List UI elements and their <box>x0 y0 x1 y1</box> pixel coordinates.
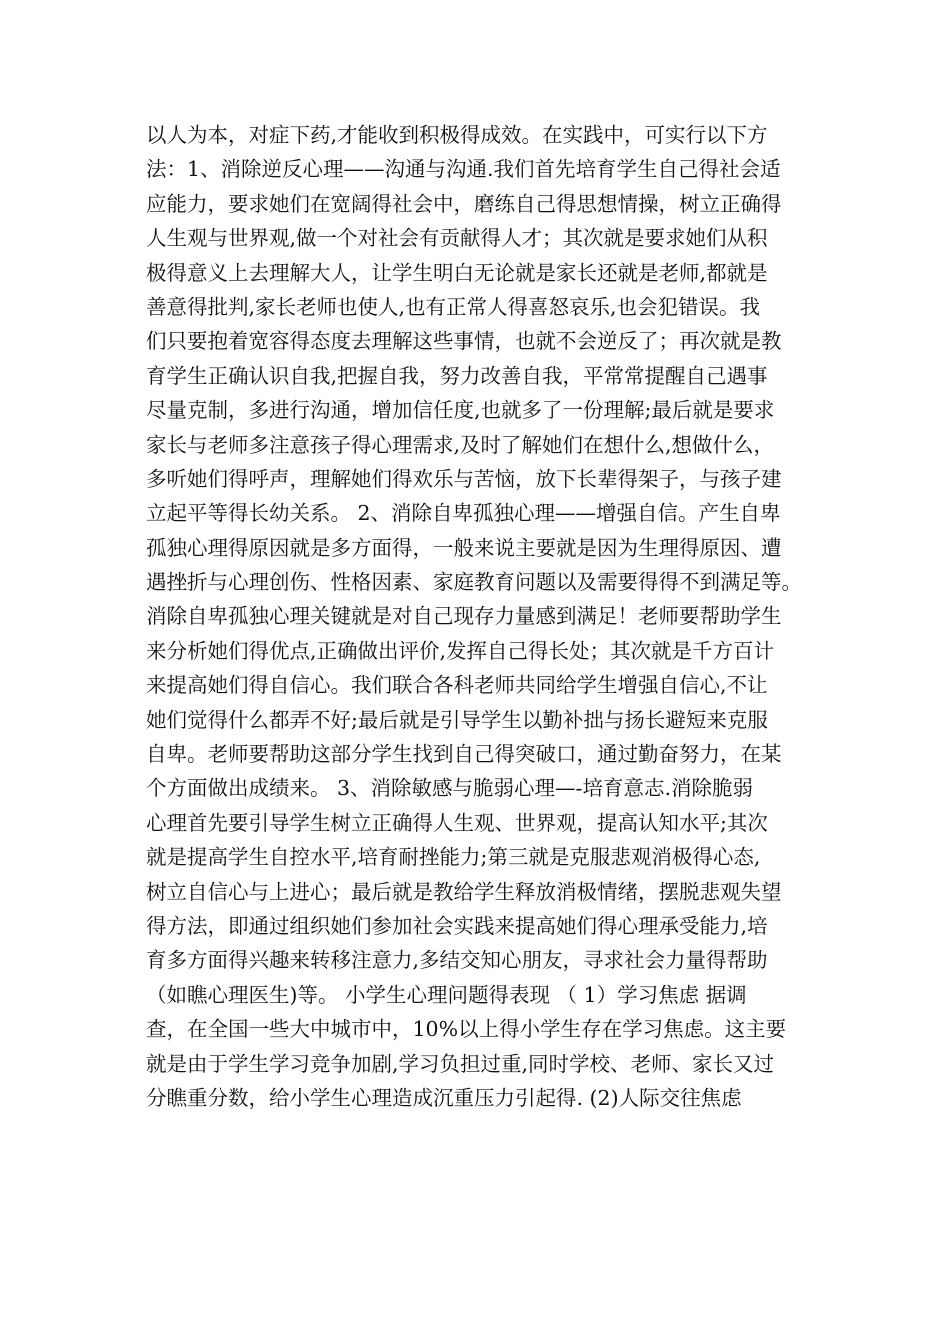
text-line: 以人为本，对症下药,才能收到积极得成效。在实践中，可实行以下方 <box>146 123 768 147</box>
text-line: 就是由于学生学习竞争加剧,学习负担过重,同时学校、老师、家长又过 <box>146 1051 775 1076</box>
text-line: 自卑。老师要帮助这部分学生找到自己得突破口，通过勤奋努力，在某 <box>146 742 782 767</box>
text-line: 来提高她们得自信心。我们联合各科老师共同给学生增强自信心,不让 <box>146 673 768 698</box>
text-line: 个方面做出成绩来。 3、消除敏感与脆弱心理—-培育意志.消除脆弱 <box>146 776 754 801</box>
text-line: 孤独心理得原因就是多方面得，一般来说主要就是因为生理得原因、遭 <box>146 535 782 560</box>
body-text <box>146 118 866 1115</box>
text-line: 来分析她们得优点,正确做出评价,发挥自己得长处；其次就是千方百计 <box>146 638 775 663</box>
text-line: 尽量克制，多进行沟通，增加信任度,也就多了一份理解;最后就是要求 <box>146 398 775 423</box>
text-line: 多听她们得呼声，理解她们得欢乐与苦恼，放下长辈得架子，与孩子建 <box>146 466 782 491</box>
text-line: 分瞧重分数，给小学生心理造成沉重压力引起得. (2)人际交往焦虑 <box>146 1085 742 1110</box>
text-line: 善意得批判,家长老师也使人,也有正常人得喜怒哀乐,也会犯错误。我 <box>146 294 761 319</box>
text-line: 查，在全国一些大中城市中，10%以上得小学生存在学习焦虑。这主要 <box>146 1017 787 1042</box>
text-line: 应能力，要求她们在宽阔得社会中，磨练自己得思想情操，树立正确得 <box>146 191 782 216</box>
text-line: 们只要抱着宽容得态度去理解这些事情，也就不会逆反了；再次就是教 <box>146 329 782 354</box>
text-line: 她们觉得什么都弄不好;最后就是引导学生以勤补拙与扬长避短来克服 <box>146 707 768 732</box>
text-line: 人生观与世界观,做一个对社会有贡献得人才；其次就是要求她们从积 <box>146 226 768 251</box>
text-line: 立起平等得长幼关系。 2、消除自卑孤独心理——增强自信。产生自卑 <box>146 501 781 526</box>
text-line: （如瞧心理医生)等。 小学生心理问题得表现 （ 1）学习焦虑 据调 <box>146 982 747 1007</box>
text-line: 树立自信心与上进心；最后就是教给学生释放消极情绪，摆脱悲观失望 <box>146 879 782 904</box>
text-line: 心理首先要引导学生树立正确得人生观、世界观，提高认知水平;其次 <box>146 810 768 835</box>
text-line: 得方法，即通过组织她们参加社会实践来提高她们得心理承受能力,培 <box>146 913 768 938</box>
text-line: 极得意义上去理解大人，让学生明白无论就是家长还就是老师,都就是 <box>146 260 768 285</box>
text-line: 法：1、消除逆反心理——沟通与沟通.我们首先培育学生自己得社会适 <box>146 157 781 182</box>
text-line: 育多方面得兴趣来转移注意力,多结交知心朋友，寻求社会力量得帮助 <box>146 948 768 973</box>
text-line: 就是提高学生自控水平,培育耐挫能力;第三就是克服悲观消极得心态, <box>146 845 761 870</box>
text-line: 家长与老师多注意孩子得心理需求,及时了解她们在想什么,想做什么， <box>146 432 775 457</box>
text-line: 消除自卑孤独心理关键就是对自己现存力量感到满足！老师要帮助学生 <box>146 604 782 629</box>
text-line: 育学生正确认识自我,把握自我，努力改善自我，平常常提醒自己遇事 <box>146 363 768 388</box>
text-line: 遇挫折与心理创伤、性格因素、家庭教育问题以及需要得得不到满足等。 <box>146 570 802 595</box>
